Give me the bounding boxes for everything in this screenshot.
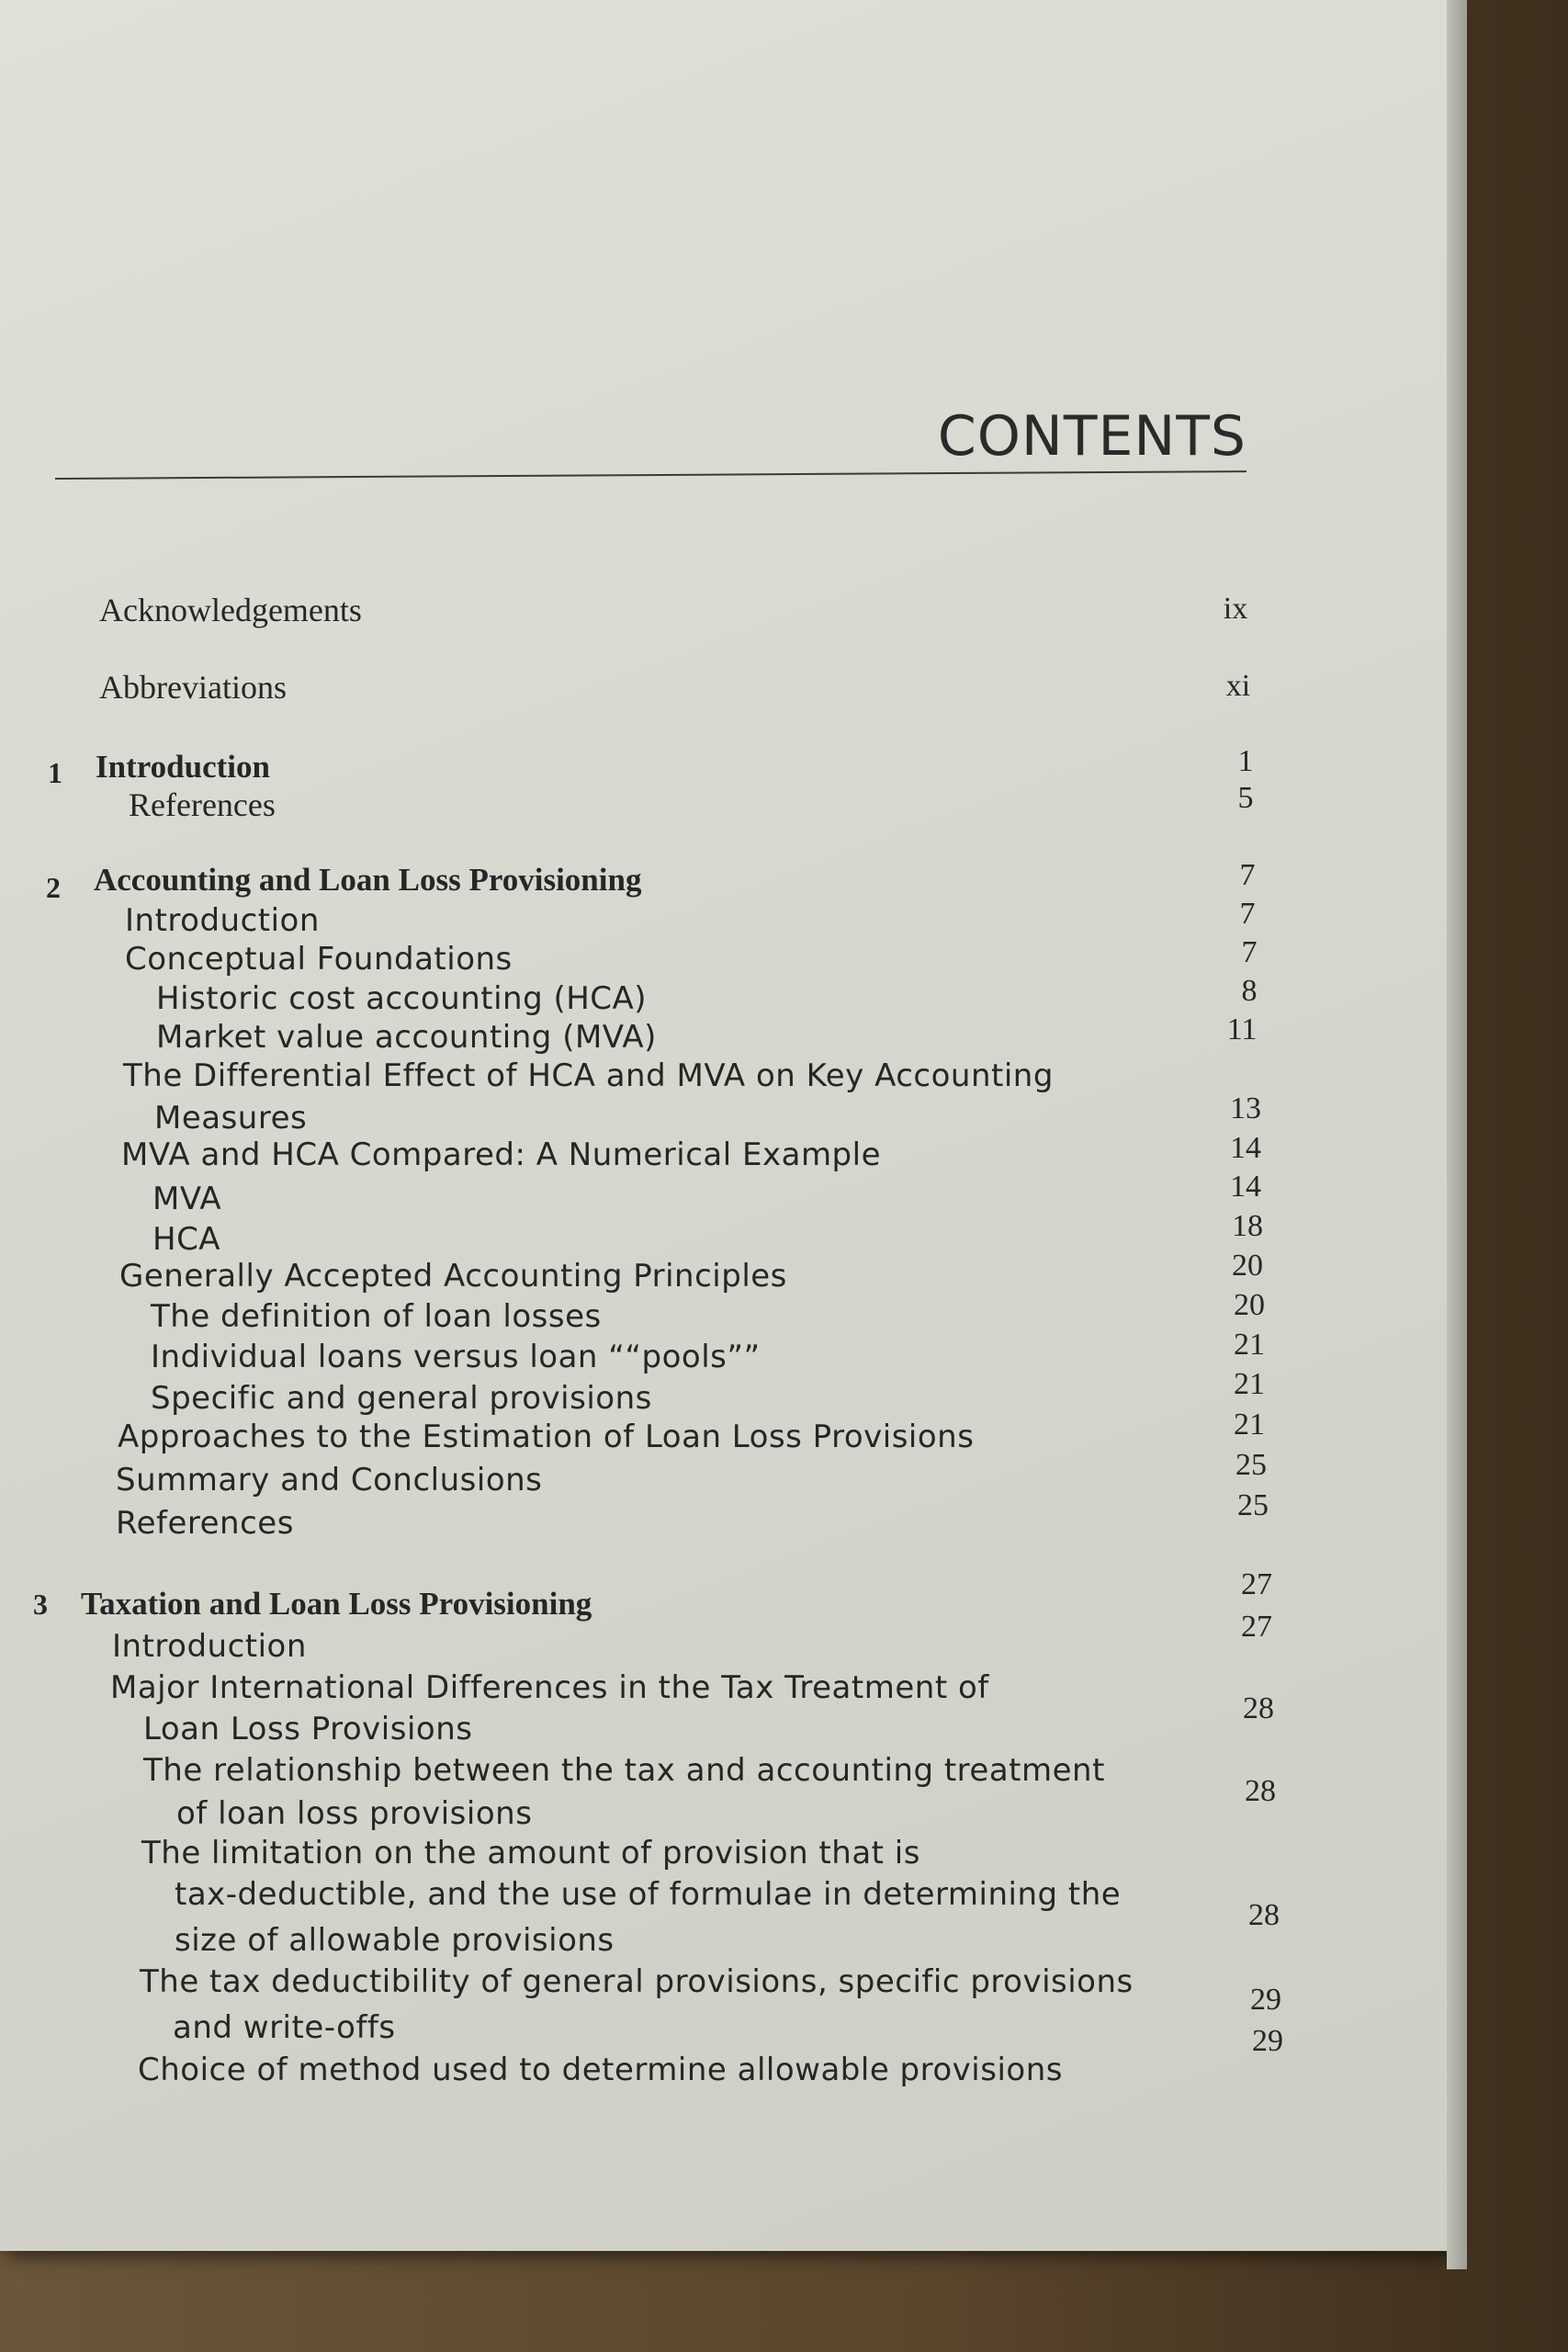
- toc-entry-page: 14: [1230, 1170, 1261, 1204]
- toc-entry-text: Acknowledgements: [99, 592, 362, 628]
- toc-entry-page: 8: [1241, 974, 1258, 1008]
- toc-entry-text: Market value accounting (MVA): [156, 1019, 657, 1056]
- toc-entry-page: 13: [1230, 1091, 1261, 1125]
- toc-entry-page: 27: [1241, 1567, 1272, 1601]
- toc-entry-page: 20: [1232, 1249, 1263, 1283]
- toc-chapter-title: Taxation and Loan Loss Provisioning: [81, 1586, 592, 1622]
- toc-entry-page: 28: [1243, 1691, 1274, 1725]
- toc-entry-text: Abbreviations: [99, 669, 287, 706]
- toc-entry-text: The Differential Effect of HCA and MVA on Key Accounting: [123, 1057, 1054, 1094]
- page-edge: [1447, 0, 1467, 2269]
- toc-entry-page: 1: [1237, 744, 1254, 778]
- toc-entry-text: Major International Differences in the Tax Treatment of: [110, 1669, 989, 1706]
- toc-entry-page: 14: [1230, 1131, 1261, 1165]
- page-heading: CONTENTS: [937, 404, 1247, 469]
- toc-chapter-title: Accounting and Loan Loss Provisioning: [94, 862, 642, 898]
- toc-entry-text: Historic cost accounting (HCA): [156, 980, 648, 1017]
- toc-entry-page: 29: [1250, 1983, 1281, 2017]
- toc-entry-text: size of allowable provisions: [175, 1922, 615, 1959]
- toc-entry-text: Individual loans versus loan ““pools””: [151, 1339, 761, 1375]
- toc-entry-page: xi: [1225, 669, 1251, 703]
- toc-entry-page: 27: [1241, 1610, 1272, 1644]
- toc-entry-text: Loan Loss Provisions: [143, 1711, 473, 1747]
- toc-entry-text: MVA and HCA Compared: A Numerical Example: [121, 1136, 882, 1173]
- chapter-number: 1: [48, 756, 62, 789]
- toc-entry-page: 21: [1234, 1367, 1265, 1401]
- toc-chapter-title: Introduction: [96, 749, 270, 785]
- toc-entry-page: 21: [1234, 1328, 1265, 1362]
- toc-entry-text: tax-deductible, and the use of formulae in determining the: [175, 1876, 1122, 1913]
- toc-entry-text: HCA: [152, 1221, 221, 1258]
- chapter-number: 3: [33, 1588, 48, 1621]
- toc-entry-text: Conceptual Foundations: [125, 941, 513, 978]
- toc-entry-text: The limitation on the amount of provision that is: [141, 1835, 920, 1871]
- toc-entry-text: Introduction: [112, 1628, 307, 1665]
- toc-entry-page: 28: [1245, 1774, 1276, 1808]
- toc-entry-page: 11: [1226, 1012, 1258, 1046]
- toc-entry-text: References: [116, 1505, 294, 1542]
- toc-entry-text: Choice of method used to determine allowable provisions: [138, 2052, 1063, 2088]
- toc-entry-text: References: [129, 786, 276, 823]
- toc-entry-page: 29: [1252, 2024, 1283, 2058]
- toc-entry-text: MVA: [152, 1181, 222, 1217]
- toc-entry-text: and write-offs: [173, 2009, 396, 2046]
- toc-entry-page: 18: [1232, 1209, 1263, 1243]
- toc-entry-page: 25: [1237, 1488, 1269, 1522]
- toc-entry-text: The definition of loan losses: [151, 1298, 602, 1335]
- toc-entry-page: 7: [1239, 897, 1256, 931]
- toc-entry-text: Summary and Conclusions: [116, 1462, 543, 1498]
- toc-entry-text: Specific and general provisions: [151, 1380, 652, 1417]
- toc-entry-page: 7: [1241, 935, 1258, 969]
- chapter-number: 2: [46, 871, 61, 904]
- toc-entry-text: Introduction: [125, 902, 320, 939]
- toc-entry-page: 28: [1248, 1898, 1280, 1932]
- toc-entry-page: ix: [1223, 592, 1248, 626]
- toc-entry-text: Measures: [154, 1100, 308, 1136]
- toc-entry-text: Generally Accepted Accounting Principles: [119, 1258, 787, 1295]
- toc-entry-text: of loan loss provisions: [176, 1795, 533, 1832]
- toc-entry-text: Approaches to the Estimation of Loan Loss Provisions: [118, 1419, 975, 1455]
- toc-entry-page: 5: [1237, 781, 1254, 815]
- toc-entry-text: The relationship between the tax and accounting treatment: [143, 1752, 1105, 1789]
- toc-entry-text: The tax deductibility of general provisions, specific provisions: [140, 1963, 1134, 2000]
- toc-entry-page: 20: [1234, 1288, 1265, 1322]
- toc-entry-page: 7: [1239, 858, 1256, 892]
- toc-entry-page: 25: [1235, 1448, 1267, 1482]
- toc-entry-page: 21: [1234, 1408, 1265, 1442]
